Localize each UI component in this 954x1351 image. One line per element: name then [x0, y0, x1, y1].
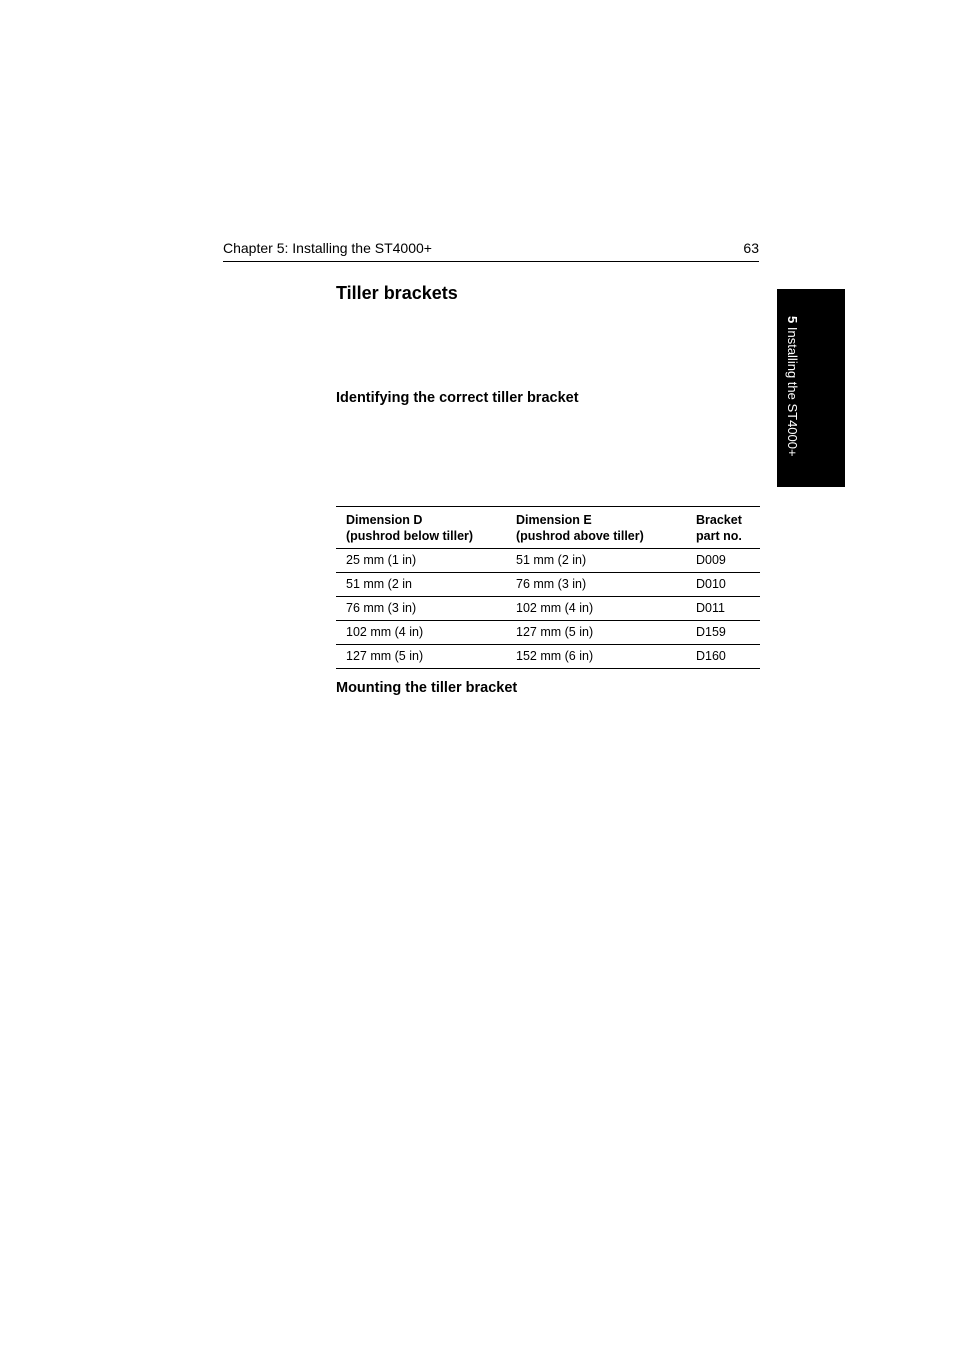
table-cell: 76 mm (3 in) — [336, 597, 506, 621]
bracket-table — [336, 506, 760, 669]
header-line: (pushrod below tiller) — [346, 529, 474, 543]
table-cell: D010 — [686, 573, 760, 597]
subsection-title-identifying: Identifying the correct tiller bracket — [336, 390, 579, 406]
table-cell: 127 mm (5 in) — [336, 645, 506, 669]
table-cell: D009 — [686, 549, 760, 573]
running-header — [223, 239, 759, 262]
chapter-thumb-tab — [777, 289, 845, 487]
table-row — [336, 645, 760, 669]
table-cell: 152 mm (6 in) — [506, 645, 686, 669]
header-line: Dimension D — [346, 513, 423, 527]
thumb-tab-number: 5 — [785, 316, 800, 324]
table-cell: 76 mm (3 in) — [506, 573, 686, 597]
table-cell: D159 — [686, 621, 760, 645]
page-number: 63 — [743, 240, 759, 256]
table-row — [336, 549, 760, 573]
header-line: (pushrod above tiller) — [516, 529, 644, 543]
table-header-dimension-e — [506, 507, 686, 549]
header-line: Bracket — [696, 513, 742, 527]
table-cell: 102 mm (4 in) — [506, 597, 686, 621]
table-row — [336, 573, 760, 597]
table-cell: 51 mm (2 in — [336, 573, 506, 597]
header-line: Dimension E — [516, 513, 592, 527]
table-cell: 51 mm (2 in) — [506, 549, 686, 573]
thumb-tab-text — [785, 316, 800, 457]
table-cell: D160 — [686, 645, 760, 669]
table-cell: 127 mm (5 in) — [506, 621, 686, 645]
table-header-dimension-d — [336, 507, 506, 549]
table-header-part-no — [686, 507, 760, 549]
subsection-title-mounting: Mounting the tiller bracket — [336, 680, 518, 696]
thumb-tab-label: Installing the ST4000+ — [785, 326, 800, 457]
table-cell: 102 mm (4 in) — [336, 621, 506, 645]
chapter-title: Chapter 5: Installing the ST4000+ — [223, 240, 432, 256]
table-cell: D011 — [686, 597, 760, 621]
header-line: part no. — [696, 529, 742, 543]
table-row — [336, 597, 760, 621]
section-title: Tiller brackets — [336, 283, 458, 303]
table-cell: 25 mm (1 in) — [336, 549, 506, 573]
table-row — [336, 621, 760, 645]
table-header-row — [336, 507, 760, 549]
